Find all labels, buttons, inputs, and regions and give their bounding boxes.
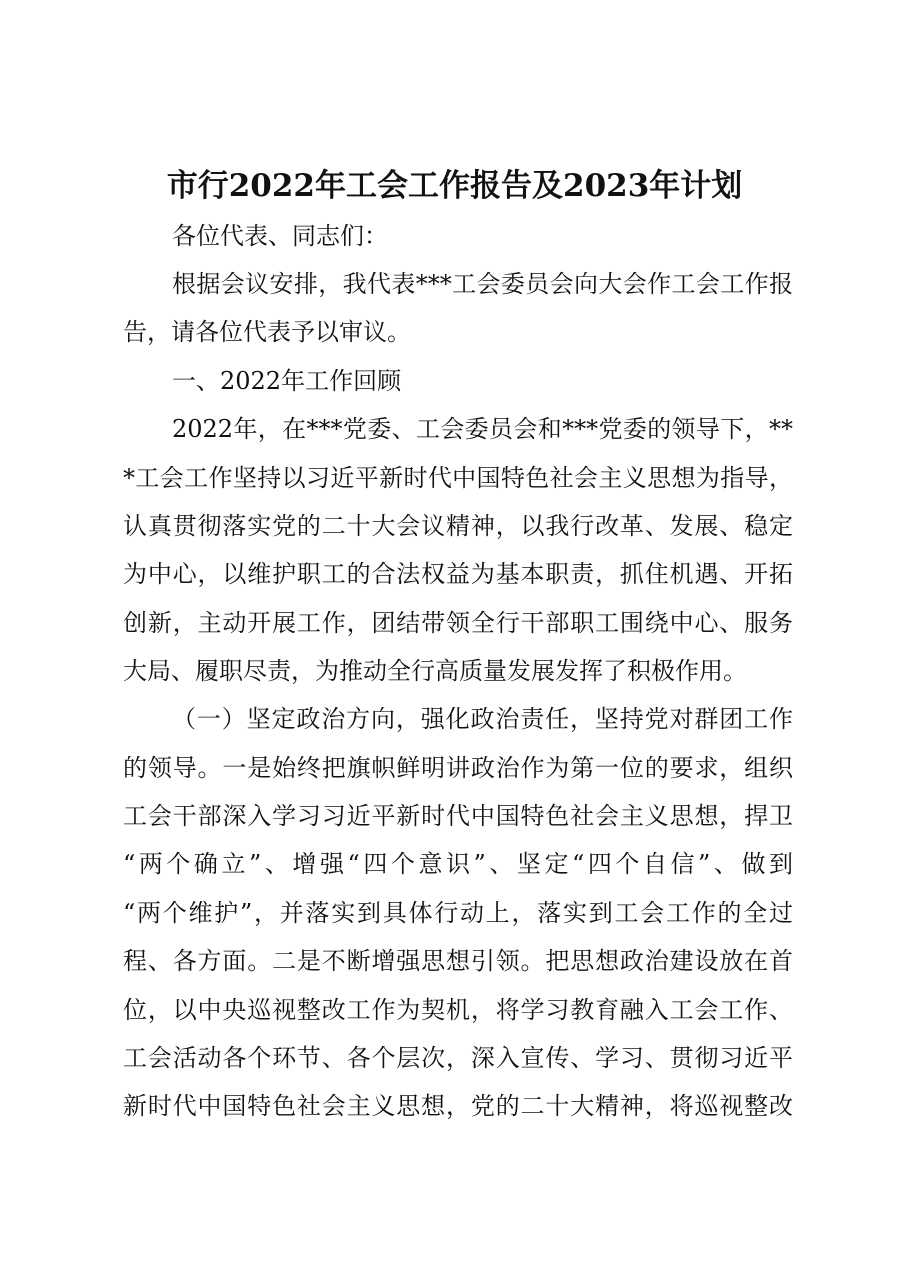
paragraph-line: 大局、履职尽责，为推动全行高质量发展发挥了积极作用。 (123, 657, 747, 685)
document-title: 市行2022年工会工作报告及2023年计划 (166, 168, 743, 204)
paragraph-line: 位，以中央巡视整改工作为契机，将学习教育融入工会工作、 (123, 996, 793, 1024)
paragraph-line: 工会干部深入学习习近平新时代中国特色社会主义思想，捍卫 (123, 802, 793, 830)
paragraph-line: 工会活动各个环节、各个层次，深入宣传、学习、贯彻习近平 (123, 1044, 793, 1072)
paragraph-line: 告，请各位代表予以审议。 (123, 318, 411, 346)
paragraph-line: 2022年，在***党委、工会委员会和***党委的领导下，** (172, 415, 793, 443)
paragraph-line: 各位代表、同志们： (172, 222, 388, 250)
paragraph-line: 为中心，以维护职工的合法权益为基本职责，抓住机遇、开拓 (123, 560, 793, 588)
paragraph-line: *工会工作坚持以习近平新时代中国特色社会主义思想为指导， (123, 464, 793, 492)
paragraph-line: “两个确立”、增强“四个意识”、坚定“四个自信”、做到 (123, 850, 793, 878)
paragraph-line: 创新，主动开展工作，团结带领全行干部职工围绕中心、服务 (123, 609, 793, 637)
paragraph-line: 认真贯彻落实党的二十大会议精神，以我行改革、发展、稳定 (123, 512, 793, 540)
paragraph-line: 新时代中国特色社会主义思想，党的二十大精神，将巡视整改 (123, 1092, 793, 1120)
paragraph-line: （一）坚定政治方向，强化政治责任，坚持党对群团工作 (172, 705, 793, 733)
paragraph-line: 程、各方面。二是不断增强思想引领。把思想政治建设放在首 (123, 947, 793, 975)
paragraph-line: “两个维护”，并落实到具体行动上，落实到工会工作的全过 (123, 899, 793, 927)
paragraph-line: 的领导。一是始终把旗帜鲜明讲政治作为第一位的要求，组织 (123, 754, 793, 782)
section-heading: 一、2022年工作回顾 (172, 367, 402, 395)
paragraph-line: 根据会议安排，我代表***工会委员会向大会作工会工作报 (172, 270, 793, 298)
